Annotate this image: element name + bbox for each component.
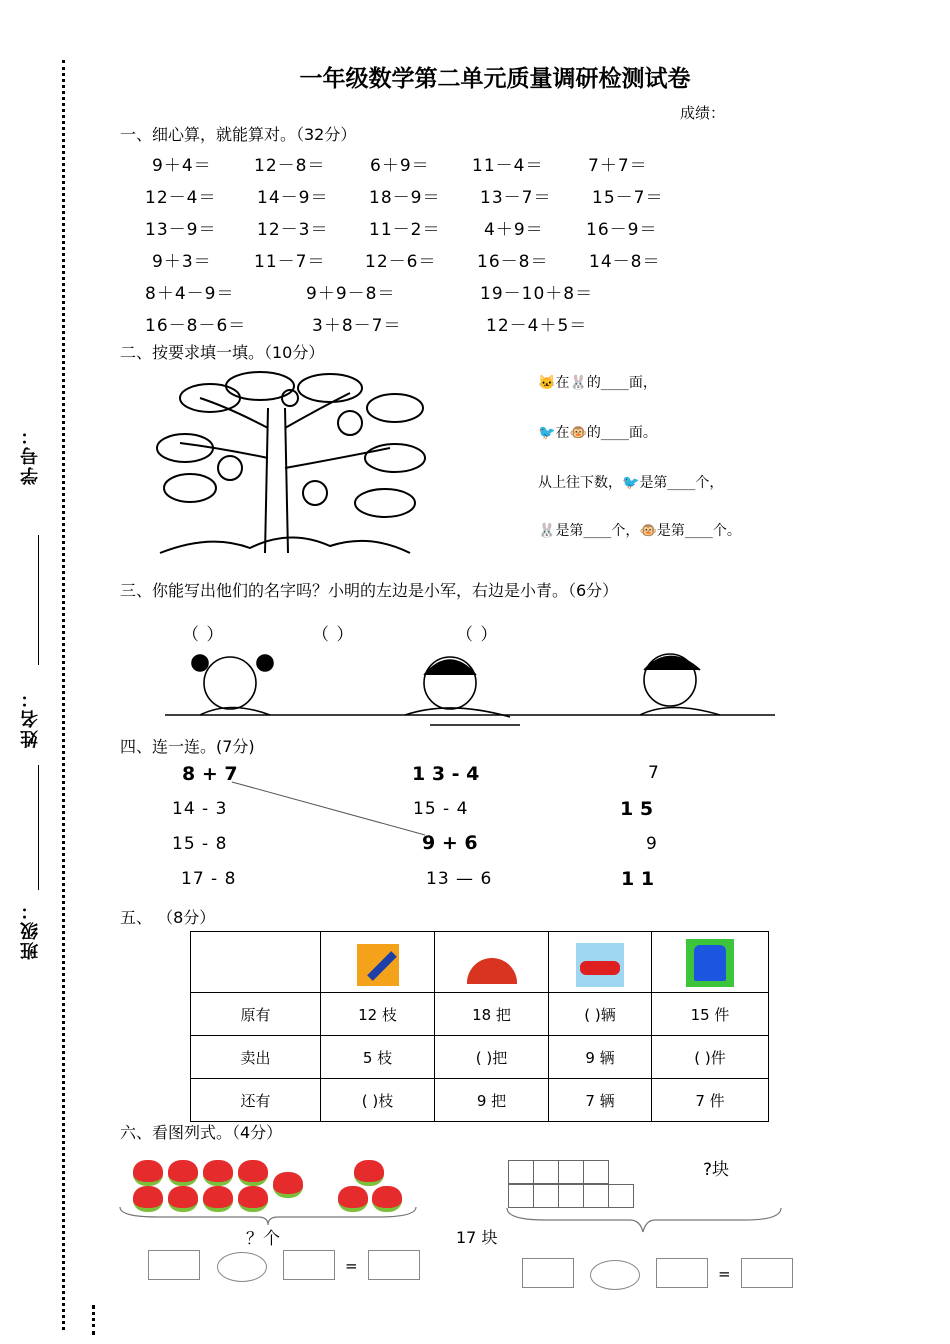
bird-icon: 🐦: [538, 425, 556, 441]
equation: 9＋3＝: [152, 252, 212, 272]
equation: 19－10＋8＝: [480, 284, 594, 304]
fill-q3: 从上往下数，🐦是第____个，: [538, 475, 724, 491]
answer-box[interactable]: [283, 1250, 335, 1280]
table-cell: 18 把: [435, 993, 549, 1036]
section2-heading: 二、按要求填一填。（10分）: [120, 343, 325, 362]
equation: 12－4＋5＝: [486, 316, 588, 336]
rabbit-icon: 🐰: [569, 375, 587, 391]
right-total: 17 块: [456, 1228, 498, 1247]
equation: 13－9＝: [145, 220, 217, 240]
equation: 16－8－6＝: [145, 316, 247, 336]
equation: 11－7＝: [254, 252, 326, 272]
monkey-icon: 🐵: [639, 523, 657, 539]
right-question: ?块: [703, 1160, 730, 1180]
table-cell: ( )辆: [549, 993, 652, 1036]
binding-dotted-line: [62, 60, 65, 1330]
student-id-label: 学号：: [20, 425, 41, 485]
shirt-icon: [686, 939, 734, 987]
name-label: 姓名：: [20, 688, 41, 748]
binding-dotted-line-short: [92, 1305, 95, 1335]
fill-q1: 🐱在🐰的____面，: [538, 375, 657, 391]
answer-box[interactable]: [368, 1250, 420, 1280]
example-match-line: [230, 780, 430, 840]
equation: 9＋9－8＝: [306, 284, 396, 304]
pencil-cell: [321, 932, 435, 993]
umbrella-cell: [435, 932, 549, 993]
table-cell: 9 辆: [549, 1036, 652, 1079]
table-row: [191, 993, 769, 1036]
equation: 11－2＝: [369, 220, 441, 240]
umbrella-icon: [467, 958, 517, 984]
answer-box[interactable]: [656, 1258, 708, 1288]
match-mid-3: 9 + 6: [422, 832, 478, 854]
table-cell: 15 件: [652, 993, 769, 1036]
answer-box[interactable]: [741, 1258, 793, 1288]
equation: 6＋9＝: [370, 156, 430, 176]
table-cell: ( )把: [435, 1036, 549, 1079]
fill-q2: 🐦在🐵的____面。: [538, 425, 657, 441]
section3-heading: 三、你能写出他们的名字吗？小明的左边是小军，右边是小青。（6分）: [120, 581, 619, 600]
car-icon: [576, 943, 624, 987]
match-left-1: 8 + 7: [182, 763, 238, 785]
equation: 12－8＝: [254, 156, 326, 176]
name-blank-3: （ ）: [456, 625, 499, 645]
section4-heading: 四、连一连。(7分): [120, 737, 255, 756]
table-row: [191, 1079, 769, 1122]
row-label: 卖出: [191, 1036, 321, 1079]
answer-box[interactable]: [148, 1250, 200, 1280]
equals-sign: =: [718, 1265, 731, 1283]
bird-icon: 🐦: [622, 475, 640, 491]
fill-q4: 🐰是第____个，🐵是第____个。: [538, 523, 741, 539]
table-cell: 12 枝: [321, 993, 435, 1036]
section5-heading: 五、 （8分）: [120, 908, 216, 927]
table-cell: ( )枝: [321, 1079, 435, 1122]
section6-heading: 六、看图列式。（4分）: [120, 1123, 283, 1142]
equation: 12－3＝: [257, 220, 329, 240]
class-label: 班级：: [20, 900, 41, 960]
page-title: 一年级数学第二单元质量调研检测试卷: [299, 66, 691, 92]
operator-oval[interactable]: [590, 1260, 640, 1290]
answer-box[interactable]: [522, 1258, 574, 1288]
monkey-icon: 🐵: [569, 425, 587, 441]
score-label: 成绩：: [680, 104, 726, 122]
children-illustration: [160, 645, 780, 735]
equation: 16－9＝: [586, 220, 658, 240]
table-cell: 5 枝: [321, 1036, 435, 1079]
pencil-icon: [357, 944, 399, 986]
car-cell: [549, 932, 652, 993]
equation: 15－7＝: [592, 188, 664, 208]
match-right-3: 9: [646, 834, 658, 854]
row-label: 原有: [191, 993, 321, 1036]
shirt-cell: [652, 932, 769, 993]
name-blank-1: （ ）: [182, 625, 225, 645]
equation: 12－6＝: [365, 252, 437, 272]
match-left-3: 15 - 8: [172, 834, 228, 854]
match-right-2: 1 5: [620, 798, 654, 820]
table-cell: 9 把: [435, 1079, 549, 1122]
table-header-row: [191, 932, 769, 993]
table-cell: 7 件: [652, 1079, 769, 1122]
tree-illustration: [150, 368, 440, 558]
equation: 14－8＝: [589, 252, 661, 272]
match-mid-4: 13 — 6: [426, 869, 493, 889]
equation: 16－8＝: [477, 252, 549, 272]
equation: 9＋4＝: [152, 156, 212, 176]
section1-heading: 一、细心算，就能算对。（32分）: [120, 125, 357, 144]
match-left-2: 14 - 3: [172, 799, 228, 819]
row-label: 还有: [191, 1079, 321, 1122]
table-cell: ( )件: [652, 1036, 769, 1079]
equation: 14－9＝: [257, 188, 329, 208]
equation: 18－9＝: [369, 188, 441, 208]
sales-table: [190, 931, 769, 1122]
rabbit-icon: 🐰: [538, 523, 556, 539]
equation: 12－4＝: [145, 188, 217, 208]
equation: 13－7＝: [480, 188, 552, 208]
table-cell: 7 辆: [549, 1079, 652, 1122]
equation: 7＋7＝: [588, 156, 648, 176]
match-mid-2: 15 - 4: [413, 799, 469, 819]
match-right-1: 7: [648, 763, 660, 783]
equals-sign: =: [345, 1257, 358, 1275]
equation: 8＋4－9＝: [145, 284, 235, 304]
table-corner: [191, 932, 321, 993]
equation: 11－4＝: [472, 156, 544, 176]
match-mid-1: 1 3 - 4: [412, 763, 480, 785]
match-left-4: 17 - 8: [181, 869, 237, 889]
table-row: [191, 1036, 769, 1079]
name-line: [38, 765, 39, 890]
right-brace: [505, 1206, 785, 1234]
student-id-line: [38, 535, 39, 665]
operator-oval[interactable]: [217, 1252, 267, 1282]
equation: 3＋8－7＝: [312, 316, 402, 336]
equation: 4＋9＝: [484, 220, 544, 240]
name-blank-2: （ ）: [312, 625, 355, 645]
match-right-4: 1 1: [621, 868, 655, 890]
left-question: ？个: [246, 1229, 280, 1249]
cat-icon: 🐱: [538, 375, 556, 391]
